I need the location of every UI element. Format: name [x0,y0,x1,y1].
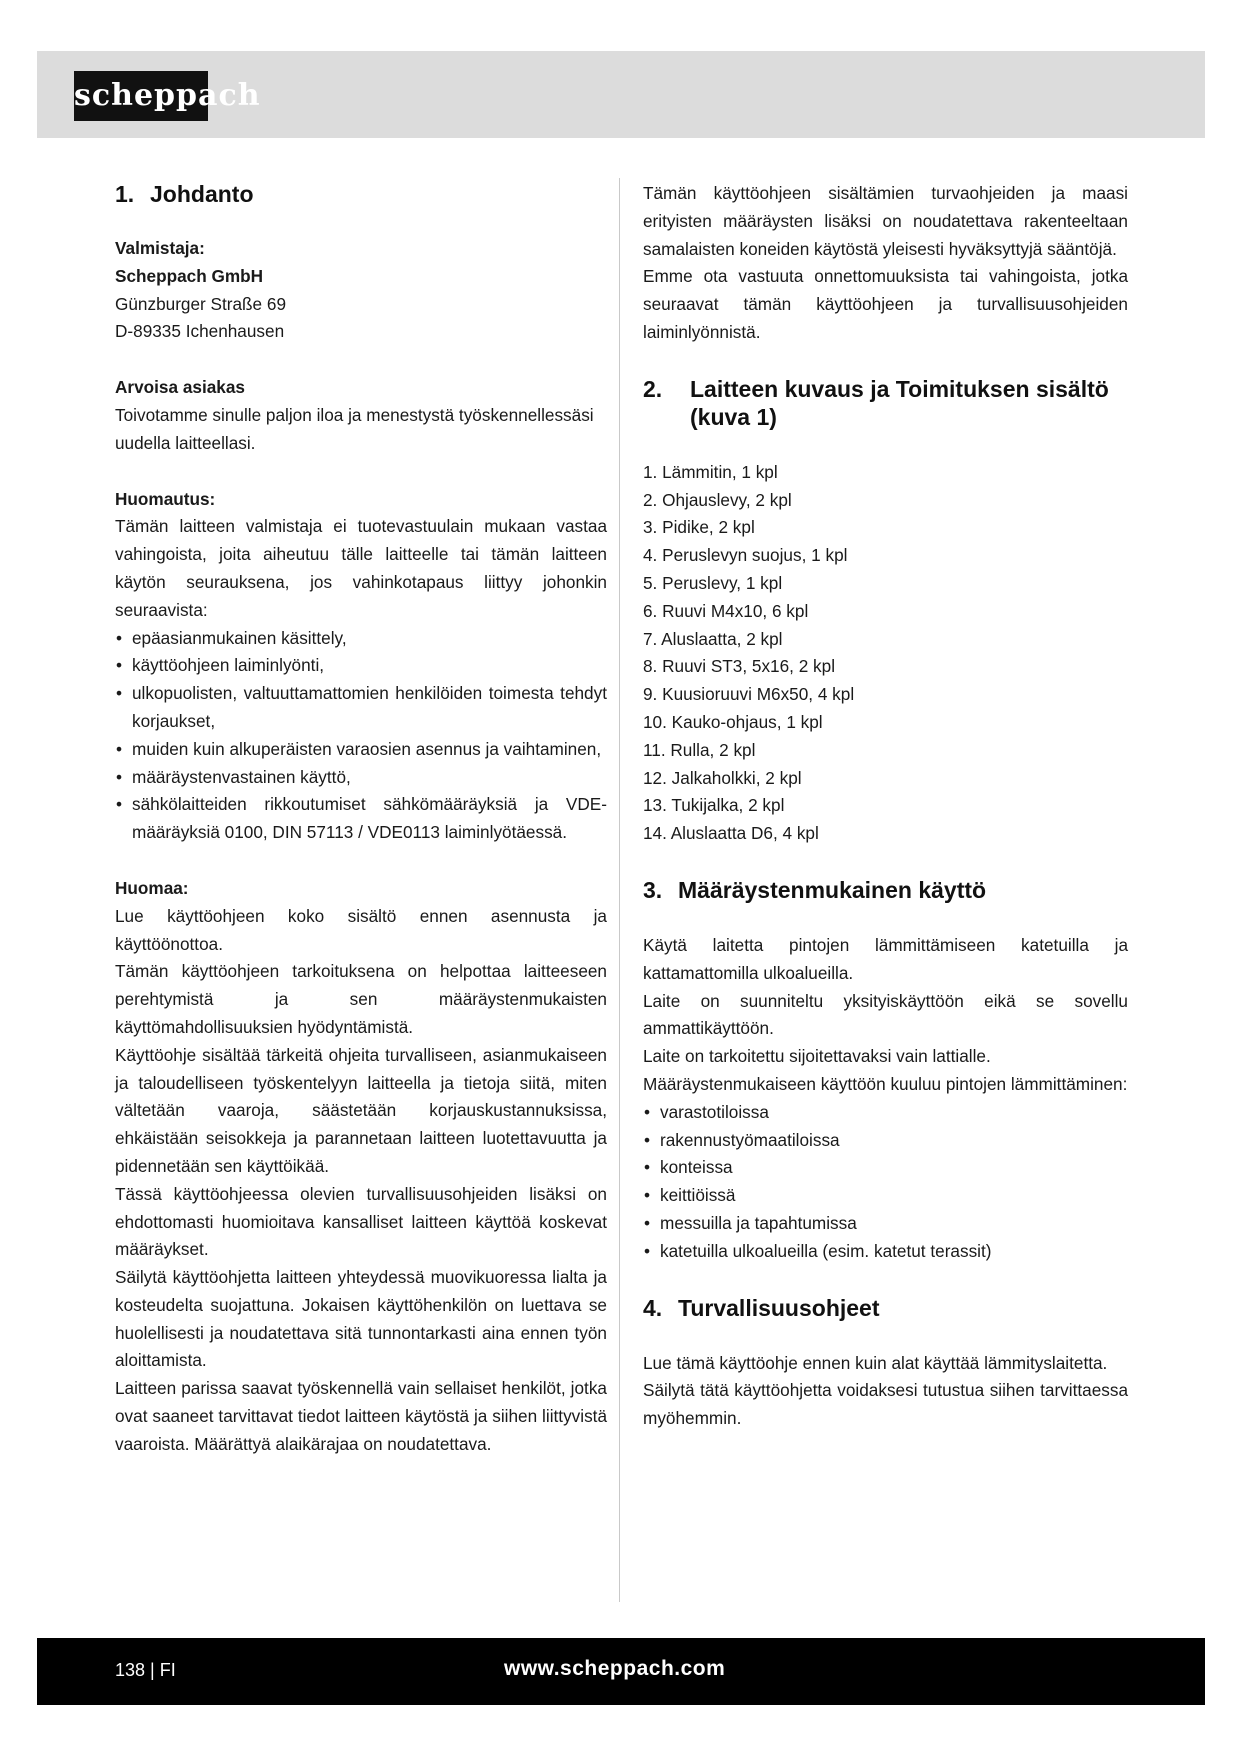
list-item: • konteissa [643,1154,1128,1182]
list-item: 1. Lämmitin, 1 kpl [643,461,778,482]
dear-customer-text: Toivotamme sinulle paljon iloa ja menestystä työskennellessäsi uudella laitteellasi. [115,404,594,453]
notice-label: Huomautus: [115,488,216,509]
use-paragraph: Määräystenmukaiseen käyttöön kuuluu pintojen lämmittäminen: [643,1073,1128,1094]
section-number: 2. [643,375,663,402]
scheppach-logo: scheppach [74,71,208,121]
right-column [643,180,1128,1433]
intro-paragraph: Emme ota vastuuta onnettomuuksista tai vahingoista, jotka seuraavat tämän käyttöohjeen ja turvallisuusohjeiden laiminlyönnistä. [643,266,1128,342]
note-paragraph: Tämän käyttöohjeen tarkoituksena on helpottaa laitteeseen perehtymistä ja sen määräystenmukaisten käyttömahdollisuuksien hyödyntämistä. [115,961,607,1037]
intro-paragraph: Tämän käyttöohjeen sisältämien turvaohjeiden ja maasi erityisten määräysten lisäksi on noudatettava rakenteeltaan samalaisten koneiden käytöstä yleisesti hyväksyttyjä sääntöjä. [643,183,1128,259]
section-2-heading [643,375,1128,431]
safety-paragraph: Lue tämä käyttöohje ennen kuin alat käyttää lämmityslaitetta. [643,1352,1108,1373]
dear-customer-label: Arvoisa asiakas [115,377,245,398]
manufacturer-label: Valmistaja: [115,238,205,258]
list-item: • määräystenvastainen käyttö, [115,764,607,792]
page-header [37,51,1205,138]
section-3-heading [643,876,1128,904]
use-paragraph: Laite on tarkoitettu sijoitettavaksi vain lattialle. [643,1046,991,1067]
list-item: 5. Peruslevy, 1 kpl [643,572,783,593]
list-item: 11. Rulla, 2 kpl [643,739,756,760]
list-item: • ulkopuolisten, valtuuttamattomien henkilöiden toimesta tehdyt korjaukset, [115,680,607,736]
use-paragraph: Käytä laitetta pintojen lämmittämiseen katetuilla ja kattamattomilla ulkoalueilla. [643,934,1128,983]
list-item: • käyttöohjeen laiminlyönti, [115,652,607,680]
list-item: 12. Jalkaholkki, 2 kpl [643,767,802,788]
list-item: 4. Peruslevyn suojus, 1 kpl [643,545,848,566]
note-paragraph: Lue käyttöohjeen koko sisältö ennen asennusta ja käyttöönottoa. [115,905,607,954]
column-divider [619,178,620,1602]
list-item: 13. Tukijalka, 2 kpl [643,795,785,816]
list-item: • epäasianmukainen käsittely, [115,625,607,653]
list-item: 14. Aluslaatta D6, 4 kpl [643,823,819,844]
section-number: 4. [643,1294,663,1321]
list-item: • muiden kuin alkuperäisten varaosien asennus ja vaihtaminen, [115,736,607,764]
list-item: 8. Ruuvi ST3, 5x16, 2 kpl [643,656,836,677]
section-title: Määräystenmukainen käyttö [678,876,987,903]
section-title: Laitteen kuvaus ja Toimituksen sisältö (kuva 1) [690,375,1109,430]
use-paragraph: Laite on suunniteltu yksityiskäyttöön eikä se sovellu ammattikäyttöön. [643,990,1128,1039]
company-name: Scheppach GmbH [115,265,264,286]
notice-text: Tämän laitteen valmistaja ei tuotevastuulain mukaan vastaa vahingoista, joita aiheutuu tälle laitteelle tai tämän laitteen käytön seurauksena, jos vahinkotapaus liittyy johonkin seuraavista: [115,516,607,620]
section-title: Johdanto [150,181,254,207]
use-list [643,1099,1128,1266]
list-item: • messuilla ja tapahtumissa [643,1210,1128,1238]
website-link[interactable]: www.scheppach.com [504,1657,726,1680]
list-item: • sähkölaitteiden rikkoutumiset sähkömääräyksiä ja VDE-määräyksiä 0100, DIN 57113 / VDE0113 laiminlyötäessä. [115,791,607,847]
page-footer [37,1638,1205,1705]
list-item: 3. Pidike, 2 kpl [643,517,755,538]
note-paragraph: Säilytä käyttöohjetta laitteen yhteydessä muovikuoressa lialta ja kosteudelta suojattuna. Jokaisen käyttöhenkilön on luettava se huolellisesti ja noudatettava sitä tunnontarkasti aina ennen työn aloittamista. [115,1267,607,1371]
section-1-heading [115,180,607,208]
list-item: • rakennustyömaatiloissa [643,1127,1128,1155]
page-number: 138 | FI [115,1660,176,1680]
company-street: Günzburger Straße 69 [115,293,287,314]
company-city: D-89335 Ichenhausen [115,321,285,342]
list-item: 10. Kauko-ohjaus, 1 kpl [643,711,823,732]
note-paragraph: Tässä käyttöohjeessa olevien turvallisuusohjeiden lisäksi on ehdottomasti huomioitava kansalliset laitteen käyttöä koskevat määräykset. [115,1183,607,1260]
section-title: Turvallisuusohjeet [678,1294,880,1321]
list-item: • varastotiloissa [643,1099,1128,1127]
section-4-heading [643,1294,1128,1322]
notice-list [115,625,607,847]
left-column [115,180,607,1459]
section-number: 1. [115,181,135,207]
list-item: 2. Ohjauslevy, 2 kpl [643,489,792,510]
note-paragraph: Käyttöohje sisältää tärkeitä ohjeita turvalliseen, asianmukaiseen ja taloudelliseen työskentelyyn laitteella ja tietoja siitä, miten vältetään vaaroja, säästetään korjauskustannuksissa, ehkäistään seisokkeja ja parannetaan laitteen luotettavuutta ja pidennetään sen käyttöikää. [115,1044,607,1176]
parts-list [643,459,1128,848]
note-label: Huomaa: [115,877,189,898]
list-item: 9. Kuusioruuvi M6x50, 4 kpl [643,684,855,705]
list-item: 7. Aluslaatta, 2 kpl [643,628,783,649]
list-item: • keittiöissä [643,1182,1128,1210]
section-number: 3. [643,876,663,903]
note-paragraph: Laitteen parissa saavat työskennellä vain sellaiset henkilöt, jotka ovat saaneet tarvittavat tiedot laitteen käytöstä ja siihen liittyvistä vaaroista. Määrättyä alaikärajaa on noudatettava. [115,1378,607,1454]
safety-paragraph: Säilytä tätä käyttöohjetta voidaksesi tutustua siihen tarvittaessa myöhemmin. [643,1380,1128,1429]
list-item: 6. Ruuvi M4x10, 6 kpl [643,600,809,621]
list-item: • katetuilla ulkoalueilla (esim. katetut terassit) [643,1238,1128,1266]
